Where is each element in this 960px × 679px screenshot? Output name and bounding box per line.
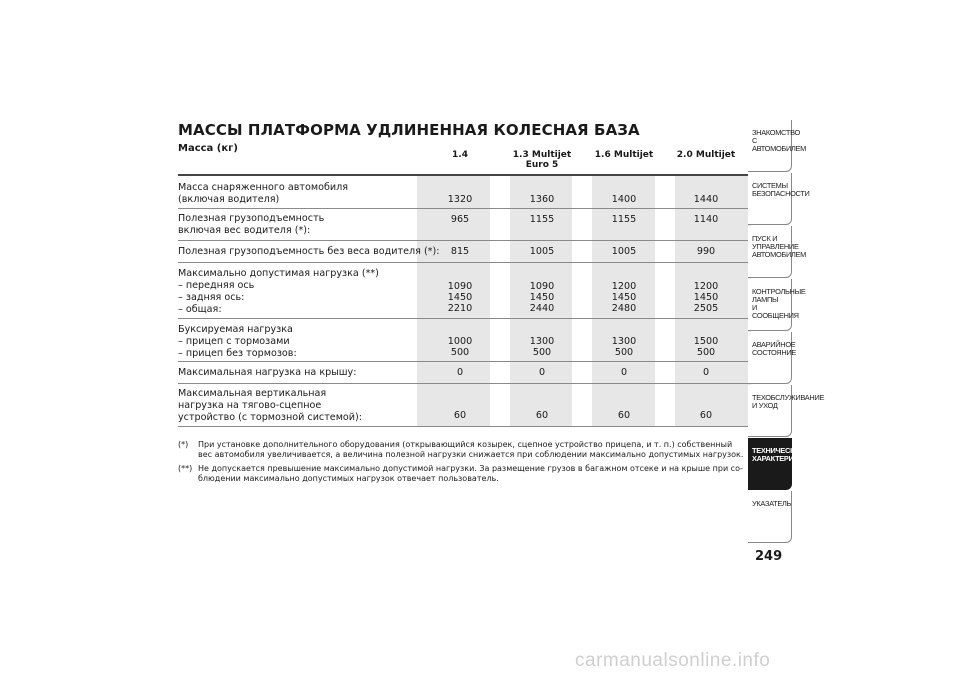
column-gap (490, 175, 510, 426)
footnote (178, 464, 744, 484)
cell-value: 1155 (529, 214, 555, 225)
cell-value: 0 (538, 367, 546, 378)
cell-value: 815 (450, 246, 470, 257)
watermark: carmanualsonline.info (575, 650, 771, 671)
row-divider (178, 426, 751, 427)
cell-value: 1140 (693, 214, 719, 225)
cell-value: 1155 (611, 214, 637, 225)
column-header: 2.0 Multijet (676, 150, 736, 160)
row-label: Максимально допустимая нагрузка (**) – передняя ось – задняя ось: – общая: (178, 268, 379, 315)
table-top-rule (178, 174, 751, 176)
chapter-tab[interactable]: ЗНАКОМСТВО С АВТОМОБИЛЕМ (748, 120, 792, 172)
chapter-tab[interactable]: АВАРИЙНОЕ СОСТОЯНИЕ (748, 332, 792, 384)
column-header: 1.3 Multijet Euro 5 (512, 150, 572, 170)
cell-value: 1300 500 (529, 336, 555, 358)
cell-value: 60 (453, 410, 467, 421)
cell-value: 1000 500 (447, 336, 473, 358)
cell-value: 965 (450, 214, 470, 225)
cell-value: 60 (617, 410, 631, 421)
column-gap (572, 175, 592, 426)
row-divider (178, 383, 751, 384)
cell-value: 60 (535, 410, 549, 421)
cell-value: 0 (702, 367, 710, 378)
row-label: Максимальная нагрузка на крышу: (178, 367, 357, 378)
unit-label: Масса (кг) (178, 143, 238, 154)
cell-value: 1005 (611, 246, 637, 257)
cell-value: 0 (456, 367, 464, 378)
chapter-tab-active[interactable]: ТЕХНИЧЕСКИЕ ХАРАКТЕРИСТИКИ (748, 438, 792, 490)
row-label: Максимальная вертикальная нагрузка на тягово-сцепное устройство (с тормозной системой): (178, 388, 363, 423)
chapter-tab[interactable]: СИСТЕМЫ БЕЗОПАСНОСТИ (748, 173, 792, 225)
cell-value: 1090 1450 2440 (529, 281, 555, 314)
cell-value: 1400 (611, 194, 637, 205)
footnote-mark: (*) (178, 440, 189, 449)
cell-value: 1200 1450 2480 (611, 281, 637, 314)
footnote-mark: (**) (178, 464, 193, 473)
cell-value: 1090 1450 2210 (447, 281, 473, 314)
chapter-tab[interactable]: ПУСК И УПРАВЛЕНИЕ АВТОМОБИЛЕМ (748, 226, 792, 278)
chapter-tab[interactable]: ТЕХОБСЛУЖИВАНИЕ И УХОД (748, 385, 792, 437)
row-divider (178, 208, 751, 209)
row-label: Полезная грузоподъемность включая вес водителя (*): (178, 213, 325, 236)
row-label: Масса снаряженного автомобиля (включая водителя) (178, 182, 348, 205)
page-number: 249 (755, 549, 783, 564)
footnotes (178, 440, 744, 488)
cell-value: 1200 1450 2505 (693, 281, 719, 314)
footnote-text: При установке дополнительного оборудования (открывающийся козырек, сцепное устройство прицепа, и т. п.) собственный вес автомобиля увеличивается, а величина полезной нагрузки снижается при соблюдении максимально допустимых нагрузок. (198, 440, 744, 459)
column-header: 1.4 (452, 150, 468, 160)
cell-value: 0 (620, 367, 628, 378)
chapter-tab[interactable]: УКАЗАТЕЛЬ (748, 491, 792, 543)
cell-value: 990 (696, 246, 716, 257)
cell-value: 1300 500 (611, 336, 637, 358)
footnote-text: Не допускается превышение максимально допустимой нагрузки. За размещение грузов в багажном отсеке и на крыше при со-блюдении максимально допустимых нагрузок отвечает пользователь. (198, 464, 743, 483)
chapter-tab[interactable]: КОНТРОЛЬНЫЕ ЛАМПЫ И СООБЩЕНИЯ (748, 279, 792, 331)
cell-value: 1005 (529, 246, 555, 257)
row-divider (178, 318, 751, 319)
cell-value: 1360 (529, 194, 555, 205)
cell-value: 1320 (447, 194, 473, 205)
row-divider (178, 262, 751, 263)
column-gap (655, 175, 675, 426)
footnote (178, 440, 744, 460)
row-label: Полезная грузоподъемность без веса водителя (*): (178, 246, 440, 257)
cell-value: 60 (699, 410, 713, 421)
row-label: Буксируемая нагрузка – прицеп с тормозами – прицеп без тормозов: (178, 324, 297, 359)
row-divider (178, 240, 751, 241)
page-title: МАССЫ ПЛАТФОРМА УДЛИНЕННАЯ КОЛЕСНАЯ БАЗА (178, 121, 640, 139)
column-header: 1.6 Multijet (594, 150, 654, 160)
row-divider (178, 361, 751, 362)
cell-value: 1500 500 (693, 336, 719, 358)
cell-value: 1440 (693, 194, 719, 205)
